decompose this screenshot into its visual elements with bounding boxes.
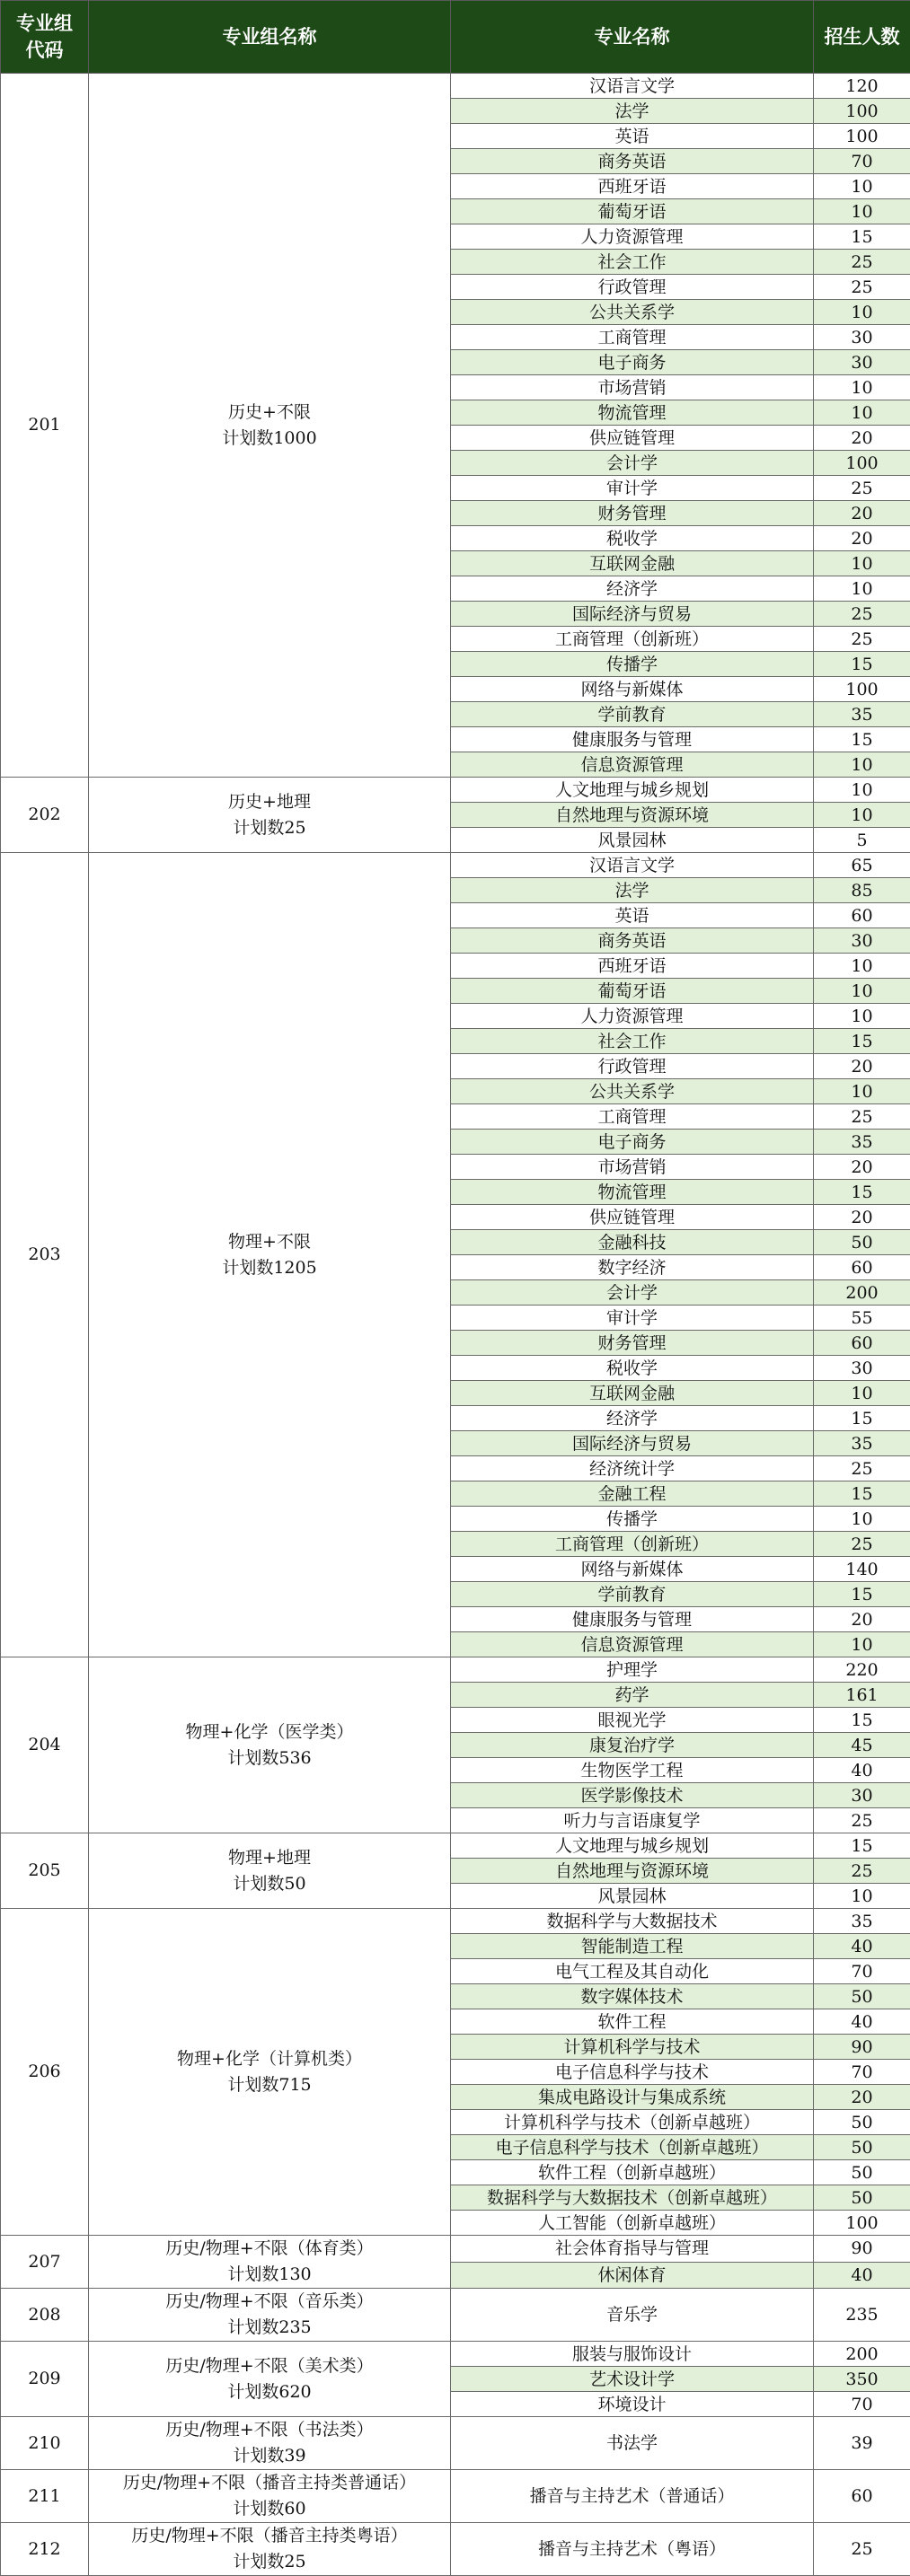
major-name: 商务英语 <box>451 928 814 954</box>
major-name: 公共关系学 <box>451 300 814 325</box>
major-name: 集成电路设计与集成系统 <box>451 2085 814 2110</box>
major-name: 软件工程 <box>451 2009 814 2035</box>
major-name: 学前教育 <box>451 702 814 727</box>
group-plan: 计划数715 <box>89 2072 450 2098</box>
major-name: 计算机科学与技术（创新卓越班） <box>451 2110 814 2135</box>
enrollment-count: 15 <box>814 1708 910 1733</box>
group-name: 历史/物理+不限（播音主持类粤语） <box>89 2523 450 2549</box>
enrollment-count: 35 <box>814 702 910 727</box>
major-name: 西班牙语 <box>451 954 814 979</box>
major-name: 财务管理 <box>451 501 814 526</box>
major-name: 播音与主持艺术（粤语） <box>451 2523 814 2576</box>
enrollment-count: 10 <box>814 803 910 828</box>
table-row <box>1 1833 910 1859</box>
enrollment-count: 20 <box>814 426 910 451</box>
table-body <box>1 74 910 2576</box>
enrollment-count: 20 <box>814 1607 910 1632</box>
enrollment-count: 10 <box>814 954 910 979</box>
major-name: 会计学 <box>451 1280 814 1306</box>
major-name: 药学 <box>451 1683 814 1708</box>
enrollment-count: 15 <box>814 652 910 677</box>
group-code: 209 <box>1 2342 89 2417</box>
enrollment-count: 15 <box>814 224 910 250</box>
major-name: 工商管理（创新班） <box>451 1532 814 1557</box>
major-name: 审计学 <box>451 1306 814 1331</box>
major-name: 商务英语 <box>451 149 814 174</box>
major-name: 电子商务 <box>451 1130 814 1155</box>
enrollment-count: 20 <box>814 1054 910 1079</box>
major-name: 信息资源管理 <box>451 1632 814 1657</box>
enrollment-count: 100 <box>814 677 910 702</box>
major-name: 服装与服饰设计 <box>451 2342 814 2367</box>
major-name: 工商管理（创新班） <box>451 627 814 652</box>
major-name: 市场营销 <box>451 375 814 400</box>
group-name-cell <box>89 2342 451 2417</box>
group-code: 206 <box>1 1909 89 2236</box>
major-name: 葡萄牙语 <box>451 979 814 1004</box>
major-name: 康复治疗学 <box>451 1733 814 1758</box>
enrollment-count: 15 <box>814 1833 910 1859</box>
major-name: 国际经济与贸易 <box>451 1431 814 1456</box>
header-row <box>1 1 910 74</box>
enrollment-count: 85 <box>814 878 910 903</box>
major-name: 音乐学 <box>451 2289 814 2342</box>
enrollment-count: 10 <box>814 752 910 778</box>
group-name-cell <box>89 1909 451 2236</box>
enrollment-count: 55 <box>814 1306 910 1331</box>
group-name: 历史/物理+不限（播音主持类普通话） <box>89 2470 450 2496</box>
enrollment-count: 60 <box>814 1331 910 1356</box>
major-name: 社会工作 <box>451 1029 814 1054</box>
group-name: 历史/物理+不限（音乐类） <box>89 2289 450 2315</box>
major-name: 行政管理 <box>451 275 814 300</box>
table-row <box>1 2523 910 2576</box>
major-name: 电子信息科学与技术（创新卓越班） <box>451 2135 814 2160</box>
major-name: 艺术设计学 <box>451 2367 814 2392</box>
enrollment-count: 25 <box>814 627 910 652</box>
major-name: 公共关系学 <box>451 1079 814 1104</box>
group-plan: 计划数1000 <box>89 426 450 452</box>
enrollment-count: 50 <box>814 2110 910 2135</box>
major-name: 财务管理 <box>451 1331 814 1356</box>
major-name: 健康服务与管理 <box>451 727 814 752</box>
enrollment-count: 10 <box>814 1079 910 1104</box>
group-plan: 计划数39 <box>89 2443 450 2469</box>
major-name: 人力资源管理 <box>451 1004 814 1029</box>
major-name: 互联网金融 <box>451 551 814 576</box>
enrollment-count: 70 <box>814 2392 910 2417</box>
major-name: 护理学 <box>451 1657 814 1683</box>
group-name-cell <box>89 74 451 778</box>
major-name: 经济学 <box>451 1406 814 1431</box>
group-code: 208 <box>1 2289 89 2342</box>
major-name: 自然地理与资源环境 <box>451 803 814 828</box>
enrollment-count: 50 <box>814 1230 910 1255</box>
enrollment-count: 10 <box>814 1632 910 1657</box>
enrollment-count: 20 <box>814 526 910 551</box>
enrollment-count: 70 <box>814 149 910 174</box>
enrollment-count: 10 <box>814 375 910 400</box>
group-name-cell <box>89 1657 451 1833</box>
major-name: 电子商务 <box>451 350 814 375</box>
enrollment-count: 10 <box>814 1507 910 1532</box>
table-row <box>1 778 910 803</box>
major-name: 书法学 <box>451 2417 814 2470</box>
enrollment-count: 15 <box>814 1481 910 1507</box>
enrollment-count: 35 <box>814 1431 910 1456</box>
enrollment-count: 5 <box>814 828 910 853</box>
major-name: 软件工程（创新卓越班） <box>451 2160 814 2185</box>
major-name: 计算机科学与技术 <box>451 2035 814 2060</box>
enrollment-count: 90 <box>814 2035 910 2060</box>
group-name: 历史+不限 <box>89 400 450 426</box>
major-name: 数据科学与大数据技术 <box>451 1909 814 1934</box>
major-name: 经济学 <box>451 576 814 602</box>
enrollment-count: 100 <box>814 2211 910 2236</box>
major-name: 数据科学与大数据技术（创新卓越班） <box>451 2185 814 2211</box>
enrollment-count: 20 <box>814 501 910 526</box>
group-code: 203 <box>1 853 89 1657</box>
group-name-cell <box>89 2470 451 2523</box>
group-code: 205 <box>1 1833 89 1909</box>
enrollment-count: 15 <box>814 727 910 752</box>
group-plan: 计划数620 <box>89 2379 450 2405</box>
enrollment-count: 25 <box>814 602 910 627</box>
enrollment-count: 25 <box>814 476 910 501</box>
enrollment-count: 10 <box>814 576 910 602</box>
enrollment-count: 15 <box>814 1029 910 1054</box>
major-name: 税收学 <box>451 526 814 551</box>
enrollment-count: 350 <box>814 2367 910 2392</box>
enrollment-count: 40 <box>814 1758 910 1783</box>
group-name-cell <box>89 2236 451 2289</box>
enrollment-count: 15 <box>814 1406 910 1431</box>
table-row <box>1 1909 910 1934</box>
major-name: 数字媒体技术 <box>451 1984 814 2009</box>
major-name: 传播学 <box>451 1507 814 1532</box>
enrollment-count: 25 <box>814 1808 910 1833</box>
group-code: 207 <box>1 2236 89 2289</box>
major-name: 传播学 <box>451 652 814 677</box>
group-code: 212 <box>1 2523 89 2576</box>
major-name: 金融科技 <box>451 1230 814 1255</box>
enrollment-count: 100 <box>814 451 910 476</box>
enrollment-count: 35 <box>814 1909 910 1934</box>
major-name: 工商管理 <box>451 325 814 350</box>
group-code: 204 <box>1 1657 89 1833</box>
major-name: 数字经济 <box>451 1255 814 1280</box>
major-name: 互联网金融 <box>451 1381 814 1406</box>
group-plan: 计划数25 <box>89 815 450 841</box>
major-name: 休闲体育 <box>451 2262 814 2289</box>
major-name: 学前教育 <box>451 1582 814 1607</box>
major-name: 自然地理与资源环境 <box>451 1859 814 1884</box>
enrollment-count: 30 <box>814 350 910 375</box>
enrollment-count: 30 <box>814 1783 910 1808</box>
major-name: 信息资源管理 <box>451 752 814 778</box>
enrollment-count: 120 <box>814 74 910 99</box>
table-row <box>1 2236 910 2263</box>
major-name: 环境设计 <box>451 2392 814 2417</box>
table-row <box>1 74 910 99</box>
enrollment-count: 10 <box>814 174 910 199</box>
group-name: 历史/物理+不限（体育类） <box>89 2236 450 2262</box>
major-name: 人文地理与城乡规划 <box>451 1833 814 1859</box>
major-name: 人力资源管理 <box>451 224 814 250</box>
major-name: 网络与新媒体 <box>451 677 814 702</box>
group-code: 202 <box>1 778 89 853</box>
enrollment-count: 235 <box>814 2289 910 2342</box>
enrollment-count: 10 <box>814 778 910 803</box>
enrollment-count: 20 <box>814 1155 910 1180</box>
enrollment-count: 70 <box>814 2060 910 2085</box>
enrollment-count: 25 <box>814 2523 910 2576</box>
enrollment-count: 100 <box>814 99 910 124</box>
major-name: 法学 <box>451 878 814 903</box>
major-name: 金融工程 <box>451 1481 814 1507</box>
group-plan: 计划数60 <box>89 2496 450 2522</box>
group-name-cell <box>89 2417 451 2470</box>
enrollment-count: 40 <box>814 1934 910 1959</box>
major-name: 法学 <box>451 99 814 124</box>
group-plan: 计划数130 <box>89 2262 450 2288</box>
major-name: 西班牙语 <box>451 174 814 199</box>
enrollment-count: 10 <box>814 979 910 1004</box>
major-name: 供应链管理 <box>451 426 814 451</box>
major-name: 物流管理 <box>451 1180 814 1205</box>
enrollment-count: 39 <box>814 2417 910 2470</box>
enrollment-count: 220 <box>814 1657 910 1683</box>
group-name: 物理+不限 <box>89 1229 450 1255</box>
major-name: 听力与言语康复学 <box>451 1808 814 1833</box>
group-plan: 计划数25 <box>89 2549 450 2575</box>
major-name: 风景园林 <box>451 1884 814 1909</box>
enrollment-count: 10 <box>814 1884 910 1909</box>
enrollment-count: 10 <box>814 551 910 576</box>
enrollment-count: 25 <box>814 1532 910 1557</box>
table-row <box>1 853 910 878</box>
major-name: 国际经济与贸易 <box>451 602 814 627</box>
major-name: 经济统计学 <box>451 1456 814 1481</box>
enrollment-count: 65 <box>814 853 910 878</box>
enrollment-count: 25 <box>814 275 910 300</box>
major-name: 电气工程及其自动化 <box>451 1959 814 1984</box>
major-name: 风景园林 <box>451 828 814 853</box>
group-code: 211 <box>1 2470 89 2523</box>
group-name: 物理+化学（计算机类） <box>89 2046 450 2072</box>
major-name: 播音与主持艺术（普通话） <box>451 2470 814 2523</box>
group-plan: 计划数235 <box>89 2315 450 2341</box>
group-code: 210 <box>1 2417 89 2470</box>
enrollment-count: 10 <box>814 400 910 426</box>
enrollment-count: 100 <box>814 124 910 149</box>
group-name: 历史/物理+不限（美术类） <box>89 2353 450 2379</box>
group-code: 201 <box>1 74 89 778</box>
major-name: 智能制造工程 <box>451 1934 814 1959</box>
major-name: 电子信息科学与技术 <box>451 2060 814 2085</box>
major-name: 网络与新媒体 <box>451 1557 814 1582</box>
group-plan: 计划数50 <box>89 1871 450 1897</box>
enrollment-count: 20 <box>814 2085 910 2110</box>
group-plan: 计划数536 <box>89 1745 450 1772</box>
group-plan: 计划数1205 <box>89 1255 450 1281</box>
enrollment-count: 70 <box>814 1959 910 1984</box>
major-name: 健康服务与管理 <box>451 1607 814 1632</box>
enrollment-count: 15 <box>814 1180 910 1205</box>
enrollment-count: 140 <box>814 1557 910 1582</box>
major-name: 英语 <box>451 903 814 928</box>
enrollment-count: 30 <box>814 928 910 954</box>
header-enrollment-count: 招生人数 <box>814 1 910 74</box>
enrollment-count: 30 <box>814 325 910 350</box>
major-name: 汉语言文学 <box>451 74 814 99</box>
enrollment-count: 60 <box>814 903 910 928</box>
table-row <box>1 2289 910 2342</box>
major-name: 工商管理 <box>451 1104 814 1130</box>
enrollment-count: 20 <box>814 1205 910 1230</box>
enrollment-count: 90 <box>814 2236 910 2263</box>
enrollment-count: 60 <box>814 2470 910 2523</box>
major-name: 人工智能（创新卓越班） <box>451 2211 814 2236</box>
group-name-cell <box>89 853 451 1657</box>
table-row <box>1 1657 910 1683</box>
header-group-name: 专业组名称 <box>89 1 451 74</box>
major-name: 英语 <box>451 124 814 149</box>
major-name: 审计学 <box>451 476 814 501</box>
enrollment-count: 10 <box>814 1381 910 1406</box>
enrollment-count: 40 <box>814 2262 910 2289</box>
enrollment-count: 50 <box>814 2160 910 2185</box>
enrollment-count: 25 <box>814 1104 910 1130</box>
major-name: 眼视光学 <box>451 1708 814 1733</box>
enrollment-count: 60 <box>814 1255 910 1280</box>
group-name: 物理+地理 <box>89 1845 450 1871</box>
enrollment-count: 10 <box>814 300 910 325</box>
major-name: 汉语言文学 <box>451 853 814 878</box>
enrollment-count: 50 <box>814 2185 910 2211</box>
enrollment-count: 25 <box>814 1456 910 1481</box>
group-name: 物理+化学（医学类） <box>89 1719 450 1745</box>
enrollment-count: 200 <box>814 1280 910 1306</box>
group-name-cell <box>89 778 451 853</box>
enrollment-count: 35 <box>814 1130 910 1155</box>
major-name: 市场营销 <box>451 1155 814 1180</box>
enrollment-count: 25 <box>814 250 910 275</box>
major-name: 物流管理 <box>451 400 814 426</box>
group-name-cell <box>89 2289 451 2342</box>
major-name: 医学影像技术 <box>451 1783 814 1808</box>
enrollment-count: 10 <box>814 1004 910 1029</box>
table-row <box>1 2417 910 2470</box>
enrollment-count: 10 <box>814 199 910 224</box>
major-name: 税收学 <box>451 1356 814 1381</box>
table-row <box>1 2470 910 2523</box>
major-name: 社会工作 <box>451 250 814 275</box>
major-name: 行政管理 <box>451 1054 814 1079</box>
header-major-name: 专业名称 <box>451 1 814 74</box>
enrollment-count: 50 <box>814 1984 910 2009</box>
enrollment-count: 45 <box>814 1733 910 1758</box>
header-group-code: 专业组 代码 <box>1 1 89 74</box>
group-name: 历史+地理 <box>89 789 450 815</box>
enrollment-count: 50 <box>814 2135 910 2160</box>
table-row <box>1 2342 910 2367</box>
major-name: 社会体育指导与管理 <box>451 2236 814 2263</box>
group-name: 历史/物理+不限（书法类） <box>89 2417 450 2443</box>
major-name: 葡萄牙语 <box>451 199 814 224</box>
enrollment-count: 15 <box>814 1582 910 1607</box>
group-name-cell <box>89 1833 451 1909</box>
major-name: 供应链管理 <box>451 1205 814 1230</box>
major-name: 人文地理与城乡规划 <box>451 778 814 803</box>
enrollment-count: 200 <box>814 2342 910 2367</box>
group-name-cell <box>89 2523 451 2576</box>
major-name: 会计学 <box>451 451 814 476</box>
enrollment-count: 30 <box>814 1356 910 1381</box>
enrollment-count: 161 <box>814 1683 910 1708</box>
major-name: 生物医学工程 <box>451 1758 814 1783</box>
enrollment-count: 40 <box>814 2009 910 2035</box>
enrollment-count: 25 <box>814 1859 910 1884</box>
